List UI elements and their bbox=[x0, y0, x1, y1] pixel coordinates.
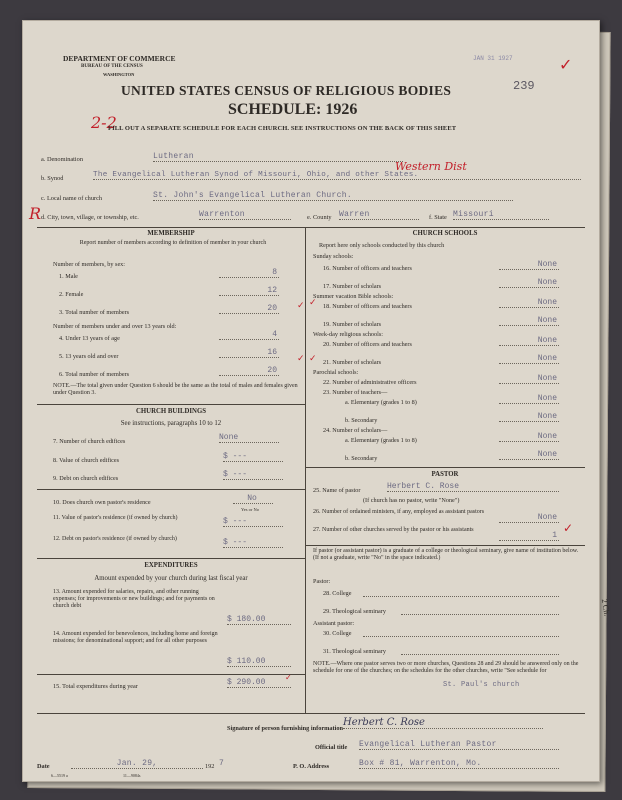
q20-value: None bbox=[499, 336, 559, 346]
residence-top-rule bbox=[37, 489, 305, 490]
q31-line bbox=[401, 654, 559, 655]
schedule-title: SCHEDULE: 1926 bbox=[228, 101, 358, 118]
q17-value: None bbox=[499, 278, 559, 288]
city-name: WASHINGTON bbox=[103, 72, 135, 77]
schools-title: CHURCH SCHOOLS bbox=[412, 230, 478, 237]
q26-label: 26. Number of ordained ministers, if any, employed as assistant pastors bbox=[313, 509, 485, 515]
q12-value: $ --- bbox=[223, 538, 283, 548]
year-value: 7 bbox=[219, 759, 225, 768]
q3-value: 20 bbox=[219, 304, 279, 314]
q25-subtext: (If church has no pastor, write "None") bbox=[363, 497, 460, 504]
q17-label: 17. Number of scholars bbox=[323, 283, 382, 290]
q9-label: 9. Debt on church edifices bbox=[53, 475, 119, 482]
county-label: e. County bbox=[307, 214, 332, 221]
expenditures-title: EXPENDITURES bbox=[144, 562, 198, 569]
q23b-value: None bbox=[499, 412, 559, 422]
q8-value: $ --- bbox=[223, 452, 283, 462]
instruction-line: FILL OUT A SEPARATE SCHEDULE FOR EACH CHURCH. SEE INSTRUCTIONS ON THE BACK OF THIS SHEET bbox=[108, 125, 457, 132]
q5-value: 16 bbox=[219, 348, 279, 358]
q10-label: 10. Does church own pastor's residence bbox=[53, 499, 151, 506]
q7-value: None bbox=[219, 433, 279, 443]
q24-label: 24. Number of scholars— bbox=[323, 427, 388, 434]
schedule-number: 239 bbox=[513, 79, 535, 93]
q4-label: 4. Under 13 years of age bbox=[59, 335, 120, 342]
q19-value: None bbox=[499, 316, 559, 326]
q24a-label: a. Elementary (grades 1 to 8) bbox=[345, 437, 417, 444]
synod-label: b. Synod bbox=[41, 175, 64, 182]
q2-value: 12 bbox=[219, 286, 279, 296]
page-title: UNITED STATES CENSUS OF RELIGIOUS BODIES bbox=[121, 83, 452, 98]
side-margin-mark: 2 Ch. bbox=[599, 598, 612, 617]
q25-value: Herbert C. Rose bbox=[387, 482, 559, 492]
bureau-name: BUREAU OF THE CENSUS bbox=[81, 64, 143, 69]
check-mark-q3: ✓ bbox=[297, 301, 305, 311]
pastor-note: NOTE.—Where one pastor serves two or more churches, Questions 28 and 29 should be answered only on the schedule for one of the churches; on the schedules for the other churches, write "See schedule for bbox=[313, 661, 579, 674]
year-prefix: 192 bbox=[205, 763, 215, 770]
handwritten-r: R bbox=[29, 204, 42, 223]
date-label: Date bbox=[37, 763, 50, 770]
q10-value: No bbox=[233, 494, 273, 504]
members-by-sex-label: Number of members, by sex: bbox=[53, 261, 125, 268]
weekday-schools-label: Week-day religious schools: bbox=[313, 331, 383, 338]
q30-line bbox=[363, 636, 559, 637]
graduate-top-rule bbox=[305, 545, 585, 546]
print-code-2: 11—9084s bbox=[123, 773, 141, 778]
q20-label: 20. Number of officers and teachers bbox=[323, 341, 412, 348]
section-bottom-rule bbox=[37, 713, 585, 714]
church-name-label: c. Local name of church bbox=[41, 195, 103, 202]
red-check-mark: ✓ bbox=[559, 55, 573, 74]
sunday-schools-label: Sunday schools: bbox=[313, 253, 354, 260]
po-address-label: P. O. Address bbox=[293, 763, 330, 770]
q5-label: 5. 13 years old and over bbox=[59, 353, 119, 360]
q28-line bbox=[363, 596, 559, 597]
q14-value: $ 110.00 bbox=[227, 657, 291, 667]
q13-label: 13. Amount expended for salaries, repairs, and other running expenses; for improvements or new buildings; and for payments on church debt bbox=[53, 589, 215, 609]
received-stamp: JAN 31 1927 bbox=[473, 55, 513, 62]
q12-label: 12. Debt on pastor's residence (if owned by church) bbox=[53, 536, 177, 542]
official-title-value: Evangelical Lutheran Pastor bbox=[359, 740, 559, 750]
q7-label: 7. Number of church edifices bbox=[53, 438, 126, 445]
signature-label: Signature of person furnishing information bbox=[227, 725, 344, 732]
date-value: Jan. 29, bbox=[71, 759, 203, 769]
q1-value: 8 bbox=[219, 268, 279, 278]
q26-value: None bbox=[499, 513, 559, 523]
expenditures-top-rule bbox=[37, 558, 305, 559]
q14-label: 14. Amount expended for benevolences, including home and foreign missions; for denominational support; and for all other purposes bbox=[53, 631, 218, 644]
q1-label: 1. Male bbox=[59, 273, 78, 280]
q18-label: 18. Number of officers and teachers bbox=[323, 303, 412, 310]
q27-value: 1 bbox=[499, 531, 559, 541]
age-intro-label: Number of members under and over 13 years old: bbox=[53, 323, 177, 330]
synod-handwritten-note: Western Dist bbox=[395, 160, 467, 173]
schools-intro: Report here only schools conducted by this church bbox=[319, 242, 445, 249]
q11-label: 11. Value of pastor's residence (if owned by church) bbox=[53, 515, 178, 521]
q16-value: None bbox=[499, 260, 559, 270]
county-value: Warren bbox=[339, 210, 419, 220]
q25-label: 25. Name of pastor bbox=[313, 487, 361, 494]
check-mark-q27: ✓ bbox=[563, 521, 574, 535]
q9-value: $ --- bbox=[223, 470, 283, 480]
synod-value: The Evangelical Lutheran Synod of Missouri, Ohio, and other States. bbox=[93, 171, 581, 180]
q3-label: 3. Total number of members bbox=[59, 309, 130, 316]
q28-label: 28. College bbox=[323, 590, 352, 597]
print-code-1: 6—5519 a bbox=[51, 773, 68, 778]
q6-value: 20 bbox=[219, 366, 279, 376]
census-schedule-sheet bbox=[22, 20, 612, 782]
graduate-note: If pastor (or assistant pastor) is a graduate of a college or theological seminary, give name of institution below. (If not a graduate, write "No" in the space indicated.) bbox=[313, 548, 579, 561]
q23b-label: b. Secondary bbox=[345, 417, 378, 424]
q30-label: 30. College bbox=[323, 630, 352, 637]
membership-intro: Report number of members according to definition of member in your church bbox=[79, 240, 267, 246]
q4-value: 4 bbox=[219, 330, 279, 340]
pastor-note-value: St. Paul's church bbox=[443, 681, 520, 689]
q22-value: None bbox=[499, 374, 559, 384]
q10-subtext: Yes or No bbox=[241, 507, 260, 512]
denomination-label: a. Denomination bbox=[41, 156, 83, 163]
q6-label: 6. Total number of members bbox=[59, 371, 130, 378]
q11-value: $ --- bbox=[223, 517, 283, 527]
check-mark-q15: ✓ bbox=[285, 673, 292, 682]
summer-schools-label: Summer vacation Bible schools: bbox=[313, 293, 394, 300]
q24b-value: None bbox=[499, 450, 559, 460]
check-mark-q21: ✓ bbox=[309, 354, 317, 364]
q23-label: 23. Number of teachers— bbox=[323, 389, 388, 396]
state-value: Missouri bbox=[453, 210, 549, 220]
q24a-value: None bbox=[499, 432, 559, 442]
pastor-label: Pastor: bbox=[313, 578, 331, 585]
q22-label: 22. Number of administrative officers bbox=[323, 379, 417, 386]
q16-label: 16. Number of officers and teachers bbox=[323, 265, 412, 272]
state-label: f. State bbox=[429, 214, 447, 221]
department-block bbox=[63, 55, 176, 79]
q8-label: 8. Value of church edifices bbox=[53, 457, 120, 464]
handwritten-number: 2-2 bbox=[91, 113, 117, 132]
church-name-value: St. John's Evangelical Lutheran Church. bbox=[153, 191, 513, 201]
q21-value: None bbox=[499, 354, 559, 364]
q18-value: None bbox=[499, 298, 559, 308]
q24b-label: b. Secondary bbox=[345, 455, 378, 462]
q29-label: 29. Theological seminary bbox=[323, 608, 386, 615]
denomination-value: Lutheran bbox=[153, 152, 403, 162]
total-top-rule bbox=[37, 674, 305, 675]
q2-label: 2. Female bbox=[59, 291, 84, 298]
membership-note: NOTE.—The total given under Question 6 should be the same as the total of males and females given under Question 3. bbox=[53, 383, 298, 396]
q13-value: $ 180.00 bbox=[227, 615, 291, 625]
expenditures-intro: Amount expended by your church during last fiscal year bbox=[94, 575, 248, 582]
department-name: DEPARTMENT OF COMMERCE bbox=[63, 54, 176, 63]
q23a-value: None bbox=[499, 394, 559, 404]
buildings-title: CHURCH BUILDINGS bbox=[135, 408, 207, 415]
q15-value: $ 290.00 bbox=[227, 678, 291, 688]
q29-line bbox=[401, 614, 559, 615]
q19-label: 19. Number of scholars bbox=[323, 321, 382, 328]
buildings-intro: See instructions, paragraphs 10 to 12 bbox=[120, 420, 222, 427]
city-value: Warrenton bbox=[199, 210, 291, 220]
check-mark-q5: ✓ bbox=[297, 354, 305, 364]
buildings-top-rule bbox=[37, 404, 305, 405]
check-mark-q18: ✓ bbox=[309, 298, 317, 308]
pastor-top-rule bbox=[305, 467, 585, 468]
q15-label: 15. Total expenditures during year bbox=[53, 683, 138, 690]
po-address-value: Box # 81, Warrenton, Mo. bbox=[359, 759, 559, 769]
membership-title: MEMBERSHIP bbox=[147, 230, 195, 237]
city-label: d. City, town, village, or township, etc. bbox=[41, 214, 139, 221]
q21-label: 21. Number of scholars bbox=[323, 359, 382, 366]
pastor-title: PASTOR bbox=[431, 471, 459, 478]
q27-label: 27. Number of other churches served by the pastor or his assistants bbox=[313, 527, 474, 533]
assistant-label: Assistant pastor: bbox=[313, 620, 355, 627]
q31-label: 31. Theological seminary bbox=[323, 648, 386, 655]
official-title-label: Official title bbox=[315, 744, 348, 751]
column-divider bbox=[305, 227, 306, 713]
parochial-schools-label: Parochial schools: bbox=[313, 369, 359, 376]
section-top-rule bbox=[37, 227, 585, 228]
q23a-label: a. Elementary (grades 1 to 8) bbox=[345, 399, 417, 406]
signature-value: Herbert C. Rose bbox=[343, 717, 543, 729]
